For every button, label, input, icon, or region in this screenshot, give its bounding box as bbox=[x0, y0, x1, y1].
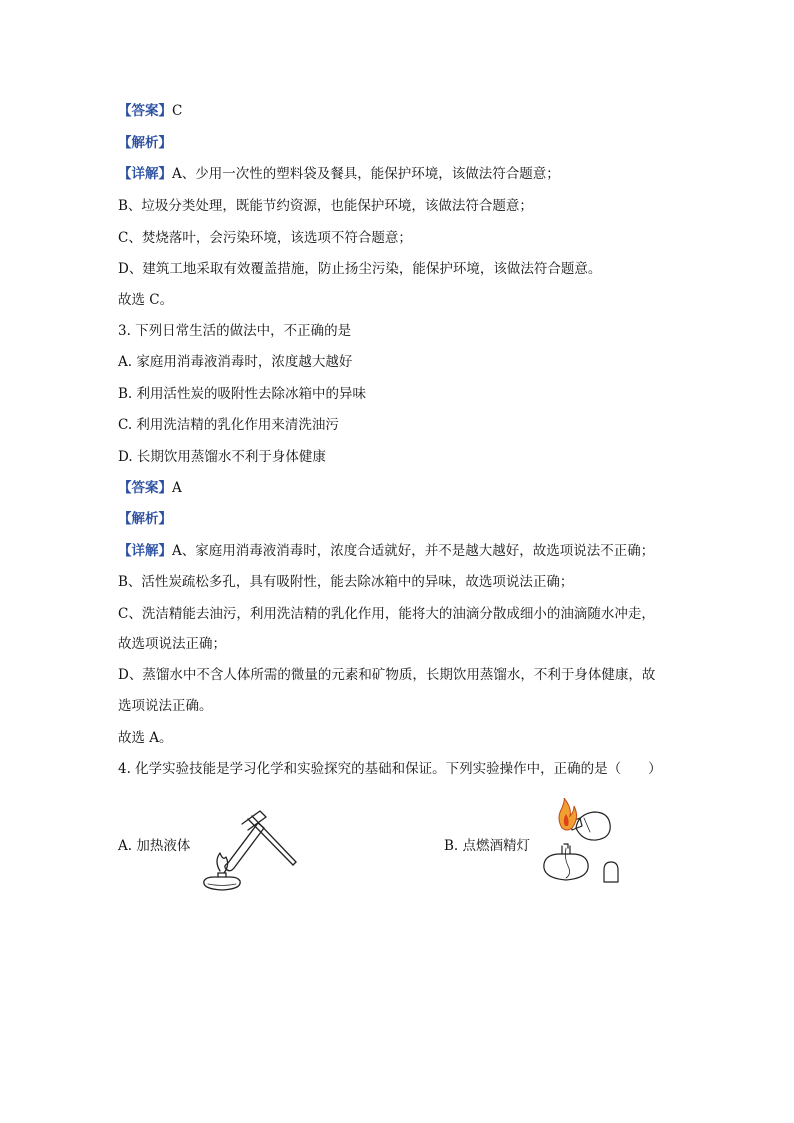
detail-tag: 【详解】 bbox=[118, 166, 172, 182]
q4-option-b-label: B. 点燃酒精灯 bbox=[444, 838, 531, 854]
q2-analysis-tag: 【解析】 bbox=[118, 135, 172, 151]
answer-value: A bbox=[172, 480, 182, 496]
q2-detail-line-3: C、焚烧落叶，会污染环境，该选项不符合题意； bbox=[118, 230, 412, 246]
answer-value: C bbox=[172, 103, 183, 119]
q4-option-a-label: A. 加热液体 bbox=[118, 838, 191, 854]
detail-tag: 【详解】 bbox=[118, 543, 172, 559]
q3-detail-line-6: 选项说法正确。 bbox=[118, 698, 213, 714]
q3-detail-line-3: C、洗洁精能去油污，利用洗洁精的乳化作用，能将大的油滴分散成细小的油滴随水冲走， bbox=[118, 606, 655, 622]
q4-stem: 4. 化学实验技能是学习化学和实验探究的基础和保证。下列实验操作中，正确的是（ ） bbox=[118, 761, 662, 777]
q3-option-b: B. 利用活性炭的吸附性去除冰箱中的异味 bbox=[118, 386, 367, 402]
q3-detail-line-1: 【详解】A、家庭用消毒液消毒时，浓度合适就好，并不是越大越好，故选项说法不正确； bbox=[118, 543, 655, 559]
q2-detail-line-4: D、建筑工地采取有效覆盖措施，防止扬尘污染，能保护环境，该做法符合题意。 bbox=[118, 261, 602, 277]
q3-option-a: A. 家庭用消毒液消毒时，浓度越大越好 bbox=[118, 354, 353, 370]
q3-conclusion: 故选 A。 bbox=[118, 730, 173, 746]
q3-stem: 3. 下列日常生活的做法中，不正确的是 bbox=[118, 323, 352, 339]
q3-answer-line bbox=[118, 478, 182, 498]
q2-conclusion: 故选 C。 bbox=[118, 292, 174, 308]
lighting-alcohol-lamp-illustration bbox=[534, 798, 634, 890]
q3-detail-line-4: 故选项说法正确； bbox=[118, 636, 226, 652]
answer-tag: 【答案】 bbox=[118, 103, 172, 119]
q3-detail-line-5: D、蒸馏水中不含人体所需的微量的元素和矿物质，长期饮用蒸馏水，不利于身体健康，故 bbox=[118, 667, 656, 683]
q3-detail-line-2: B、活性炭疏松多孔，具有吸附性，能去除冰箱中的异味，故选项说法正确； bbox=[118, 574, 574, 590]
q3-analysis-tag: 【解析】 bbox=[118, 511, 172, 527]
q3-option-c: C. 利用洗洁精的乳化作用来清洗油污 bbox=[118, 417, 339, 433]
answer-tag: 【答案】 bbox=[118, 480, 172, 496]
heating-liquid-illustration bbox=[190, 797, 300, 893]
q3-option-d: D. 长期饮用蒸馏水不利于身体健康 bbox=[118, 449, 326, 465]
q2-detail-line-2: B、垃圾分类处理，既能节约资源，也能保护环境，该做法符合题意； bbox=[118, 198, 533, 214]
q2-answer-line bbox=[118, 101, 182, 121]
q2-detail-line-1: 【详解】A、少用一次性的塑料袋及餐具，能保护环境，该做法符合题意； bbox=[118, 166, 560, 182]
